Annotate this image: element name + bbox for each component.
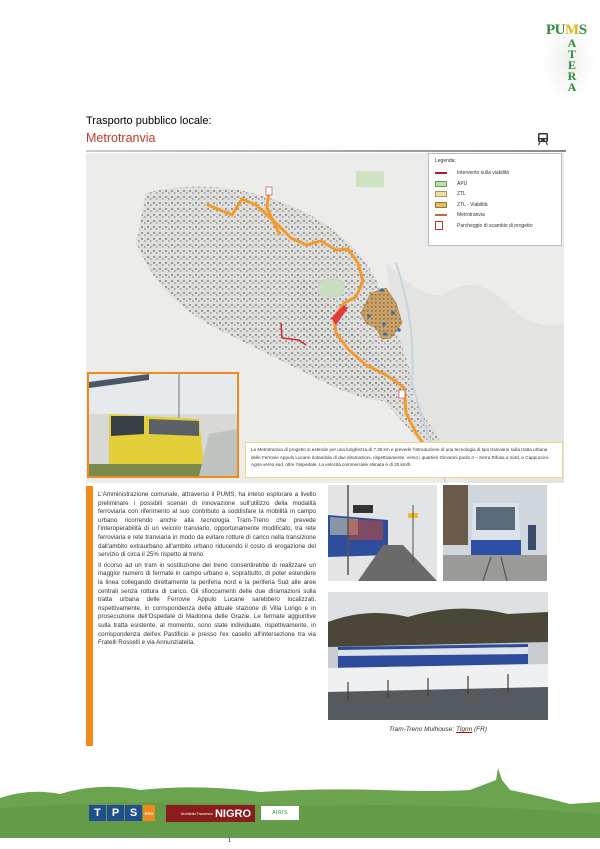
paragraph: L'Amministrazione comunale, attraverso il PUMS, ha inteso esplorare a livello preliminare i possibili scenari di innovazione sull'utilizzo della modalità ferroviaria con riferimento al suo contributo a soddisfare la mobilità in campo urbano ricorrendo anche alla tecnologia Tram-Treno che prevede l'interoperabilità di un veicolo tranviario, opportunamente modificato, tra rete ferroviaria e rete tranviaria in modo da evitare rotture di carico nella transizione dall'ambito extraurbano all'ambito urbano riducendo il costo di erogazione del servizio di circa il 25% rispetto al treno [98, 491, 316, 559]
legend-item: Intervento sulla viabilità [435, 168, 555, 179]
legend-item: ZTL - Viabilità [435, 200, 555, 211]
tram-photo-inset [87, 372, 239, 478]
pums-matera-logo [540, 8, 596, 108]
page-number: 1 [228, 838, 231, 844]
legend-item: APU [435, 179, 555, 190]
map-legend [428, 153, 562, 246]
legend-title: Legenda: [435, 158, 456, 164]
nigro-logo: Architetto Francesco NIGRO [166, 805, 255, 822]
body-text [98, 491, 316, 650]
airis-logo: AIRIS [261, 806, 299, 820]
tram-icon [537, 132, 549, 146]
legend-item: Metrotranvia [435, 210, 555, 221]
section-title: Trasporto pubblico locale: [86, 115, 212, 127]
legend-item: Parcheggio di scambio di progetto [435, 221, 555, 232]
legend-swatch-box [435, 181, 447, 187]
legend-swatch-line [435, 172, 447, 174]
apu-area [317, 278, 345, 298]
logo-pums-text: PUMS [546, 22, 587, 38]
title-divider [86, 150, 566, 152]
parking-icon [399, 390, 405, 398]
accent-bar [86, 486, 93, 746]
map-caption: La Metrotranvia di progetto si estende per una lunghezza di 7.36 km e prevede l'introduzione di una tecnologia di tipo tranviario sulla tratta urbana delle Ferrovie Appulo Lucane dotandola di due diramazioni, rispettivamente, verso i quartieri Giovanni paolo II – Serra Rifusa a nord, e Cappuccini-Agna verso sud, oltre l'ospedale. La velocità commerciale stimata è di 20 km/h. [245, 442, 563, 478]
legend-item: ZTL [435, 189, 555, 200]
tps-pro-logo: T P S PRO [89, 805, 155, 821]
footer-skyline [0, 768, 600, 838]
legend-swatch-line [435, 214, 447, 216]
photo-caption: Tram-Treno Mulhouse: Tlgnn (FR) [388, 726, 488, 733]
paragraph: Il ricorso ad un tram in sostituzione del treno consentirebbe di realizzare un maggior numero di fermate in campo urbano e, soprattutto, di poter estendere la linea collegando direttamente la periferia nord e la periferia Sud alle aree centrali senza rottura di carico. Gli sfioccamenti delle due diramazioni sulla tratta urbana delle Ferrovie Appulo Lucane sarebbero localizzati, rispettivamente, in corrispondenza della attuale stazione di Villa Longo e in prosecuzione dell'Ospedale di Madonna delle Grazie. Le fermate aggiuntive sulla tratta esistente, al momento, sono state individuate, rispettivamente, in corrispondenza dell'ex Pastificio e presso l'ex casello all'intersezione tra via Fratelli Rosselli e via Annunziatella. [98, 561, 316, 647]
logo-matera-text: A T E R A [567, 36, 577, 94]
page-subtitle: Metrotranvia [86, 131, 156, 145]
legend-swatch-box [435, 191, 447, 197]
tram-train-photo-front [443, 485, 547, 581]
tram-train-photo-snow [328, 592, 548, 720]
legend-swatch-box [435, 202, 447, 208]
parking-icon [266, 187, 272, 195]
tram-train-photo-station [328, 485, 437, 581]
parking-icon [435, 221, 443, 230]
